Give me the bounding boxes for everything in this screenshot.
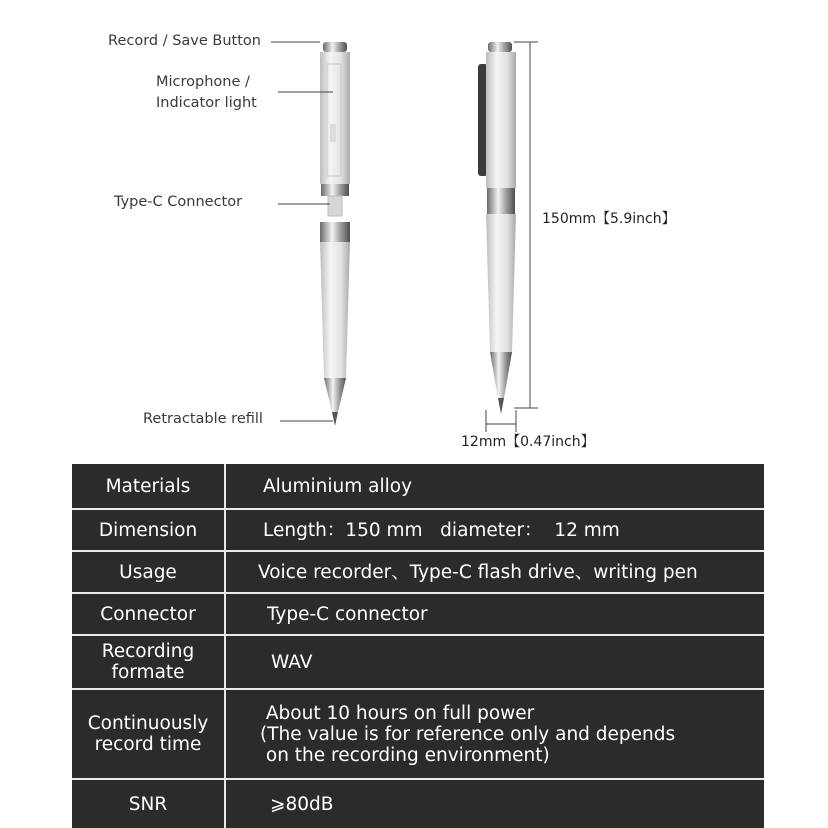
spec-value: About 10 hours on full power (The value is for reference only and depends on the recording environment) <box>260 702 676 766</box>
left-pen <box>320 42 350 426</box>
spec-value: WAV <box>271 651 313 673</box>
pen-chrome-ring <box>321 184 349 196</box>
spec-value: ⩾80dB <box>270 793 334 815</box>
table-row <box>72 552 764 594</box>
right-pen <box>478 42 516 414</box>
spec-table <box>72 464 764 828</box>
callout-type-c: Type-C Connector <box>114 194 243 210</box>
dimension-length: 150mm【5.9inch】 <box>542 211 676 227</box>
table-row <box>72 594 764 636</box>
spec-label: SNR <box>72 780 226 828</box>
pen-tip-cone <box>324 378 346 412</box>
spec-label: Recording formate <box>72 636 226 688</box>
spec-label: Connector <box>72 594 226 634</box>
table-row <box>72 464 764 510</box>
spec-value: Voice recorder、Type-C flash drive、writing pen <box>258 561 698 583</box>
pen-cap-button <box>323 42 347 52</box>
pen-refill-tip <box>332 412 338 426</box>
table-row <box>72 780 764 828</box>
pen-lower-body <box>320 242 350 378</box>
spec-value: Type-C connector <box>267 603 428 625</box>
spec-value: Aluminium alloy <box>263 475 413 497</box>
callout-record-button: Record / Save Button <box>108 33 261 49</box>
pen-upper-body <box>320 52 350 184</box>
pen-thread-ring <box>320 222 350 242</box>
table-row <box>72 690 764 780</box>
spec-label: Dimension <box>72 510 226 550</box>
spec-label: Usage <box>72 552 226 592</box>
spec-label: Materials <box>72 464 226 508</box>
callout-microphone-line2: Indicator light <box>156 95 257 111</box>
spec-value: Length：150 mm diameter： 12 mm <box>263 519 620 541</box>
table-row <box>72 636 764 690</box>
type-c-plug <box>328 196 342 216</box>
spec-label: Continuously record time <box>72 690 226 778</box>
callout-microphone-line1: Microphone / <box>156 74 250 90</box>
dimension-diameter: 12mm【0.47inch】 <box>461 434 595 450</box>
callout-refill: Retractable refill <box>143 411 263 427</box>
table-row <box>72 510 764 552</box>
